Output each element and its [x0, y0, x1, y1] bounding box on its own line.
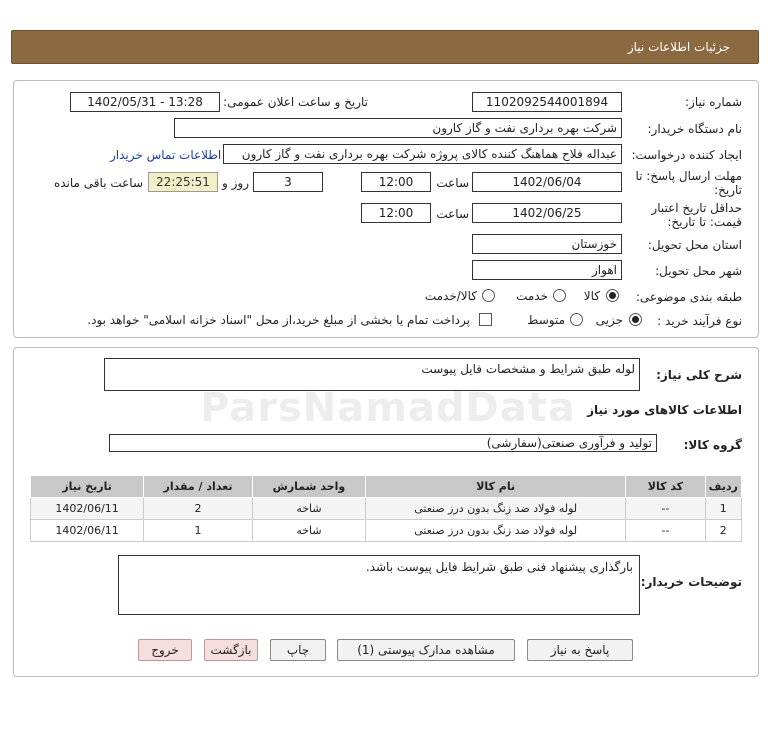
need-number-label: شماره نیاز: — [685, 95, 742, 109]
cell-name: لوله فولاد ضد زنگ بدون درز صنعتی — [366, 520, 626, 542]
cell-code: -- — [626, 498, 705, 520]
view-attachments-button[interactable]: مشاهده مدارک پیوستی (1) — [337, 639, 515, 661]
buyer-notes-label: توضیحات خریدار: — [640, 575, 742, 589]
category-radio-service[interactable] — [553, 289, 566, 302]
goods-section-title: اطلاعات کالاهای مورد نیاز — [587, 403, 742, 417]
buyer-contact-link[interactable]: اطلاعات تماس خریدار — [110, 148, 222, 162]
cell-unit: شاخه — [252, 498, 365, 520]
price-validity-date-field: 1402/06/25 — [472, 203, 622, 223]
category-radio-goods-service[interactable] — [482, 289, 495, 302]
city-field: اهواز — [472, 260, 622, 280]
remaining-time-field: 22:25:51 — [148, 172, 218, 192]
remaining-label: ساعت باقی مانده — [53, 176, 143, 190]
reply-date-field: 1402/06/04 — [472, 172, 622, 192]
reply-time-field: 12:00 — [361, 172, 431, 192]
category-option-service: خدمت — [516, 289, 548, 303]
reply-time-label: ساعت — [436, 176, 469, 190]
process-label: نوع فرآیند خرید : — [657, 314, 742, 328]
buyer-notes-field: بارگذاری پیشنهاد فنی طبق شرایط فایل پیوست باشد. — [118, 555, 640, 615]
cell-date: 1402/06/11 — [31, 520, 144, 542]
col-date: تاریخ نیاز — [31, 476, 144, 498]
goods-table-header — [31, 476, 742, 498]
announce-field: 1402/05/31 - 13:28 — [70, 92, 220, 112]
category-option-goods-service: کالا/خدمت — [424, 289, 477, 303]
requester-field: عبداله فلاح هماهنگ کننده کالای پروژه شرکت بهره برداری نفت و گاز کارون — [223, 144, 622, 164]
need-number-field: 1102092544001894 — [472, 92, 622, 112]
cell-date: 1402/06/11 — [31, 498, 144, 520]
province-label: استان محل تحویل: — [647, 238, 742, 252]
buyer-org-label: نام دستگاه خریدار: — [647, 122, 742, 136]
price-validity-label: حداقل تاریخ اعتبار — [651, 201, 742, 215]
goods-group-label: گروه کالا: — [683, 438, 742, 452]
buyer-org-field: شرکت بهره برداری نفت و گاز کارون — [174, 118, 622, 138]
reply-button[interactable]: پاسخ به نیاز — [527, 639, 633, 661]
col-code: کد کالا — [626, 476, 705, 498]
cell-qty: 1 — [144, 520, 253, 542]
announce-label: تاریخ و ساعت اعلان عمومی: — [223, 95, 368, 109]
treasury-payment-note: پرداخت تمام یا بخشی از مبلغ خرید،از محل "اسناد خزانه اسلامی" خواهد بود. — [87, 313, 470, 327]
reply-deadline-label: مهلت ارسال پاسخ: تا — [635, 169, 742, 183]
process-option-medium: متوسط — [527, 313, 565, 327]
table-row — [31, 520, 742, 542]
col-qty: تعداد / مقدار — [144, 476, 253, 498]
exit-button[interactable]: خروج — [138, 639, 192, 661]
reply-days-label: روز و — [222, 176, 249, 190]
city-label: شهر محل تحویل: — [655, 264, 742, 278]
reply-days-field: 3 — [253, 172, 323, 192]
requester-label: ایجاد کننده درخواست: — [631, 148, 742, 162]
category-radio-goods[interactable] — [606, 289, 619, 302]
table-row — [31, 498, 742, 520]
process-option-minor: جزیی — [595, 313, 623, 327]
cell-name: لوله فولاد ضد زنگ بدون درز صنعتی — [366, 498, 626, 520]
cell-unit: شاخه — [252, 520, 365, 542]
col-unit: واحد شمارش — [252, 476, 365, 498]
cell-row: 1 — [705, 498, 741, 520]
process-radio-minor[interactable] — [629, 313, 642, 326]
page-title: جزئیات اطلاعات نیاز — [627, 40, 730, 54]
process-radio-medium[interactable] — [570, 313, 583, 326]
summary-label: شرح کلی نیاز: — [656, 368, 742, 382]
col-row: ردیف — [705, 476, 741, 498]
province-field: خوزستان — [472, 234, 622, 254]
summary-field: لوله طبق شرایط و مشخصات فایل پیوست — [104, 358, 640, 391]
cell-code: -- — [626, 520, 705, 542]
price-validity-label-2: قیمت: تا تاریخ: — [667, 215, 742, 229]
treasury-payment-checkbox[interactable] — [479, 313, 492, 326]
col-name: نام کالا — [366, 476, 626, 498]
cell-row: 2 — [705, 520, 741, 542]
reply-deadline-label-2: تاریخ: — [714, 183, 742, 197]
goods-group-field: تولید و فرآوری صنعتی(سفارشی) — [109, 434, 657, 452]
back-button[interactable]: بازگشت — [204, 639, 258, 661]
category-label: طبقه بندی موضوعی: — [635, 290, 742, 304]
price-validity-time-label: ساعت — [436, 207, 469, 221]
page-header — [11, 30, 759, 64]
category-option-goods: کالا — [583, 289, 600, 303]
print-button[interactable]: چاپ — [270, 639, 326, 661]
price-validity-time-field: 12:00 — [361, 203, 431, 223]
cell-qty: 2 — [144, 498, 253, 520]
goods-table — [30, 475, 742, 542]
